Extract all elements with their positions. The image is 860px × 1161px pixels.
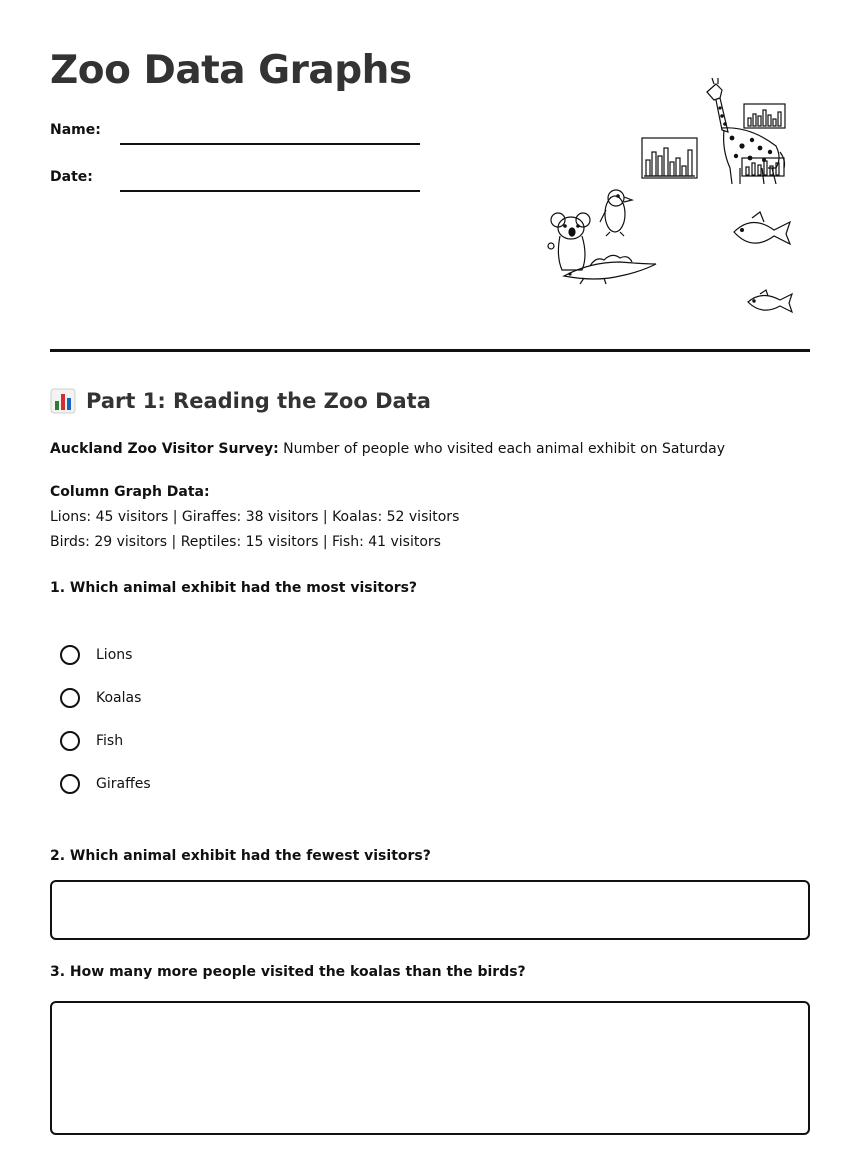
bar-graph-icon: [744, 104, 785, 128]
radio-button[interactable]: [60, 774, 80, 794]
question-2: 2. Which animal exhibit had the fewest visitors?: [50, 848, 431, 864]
section-divider: [50, 349, 810, 352]
data-heading: Column Graph Data:: [50, 484, 210, 500]
radio-button[interactable]: [60, 688, 80, 708]
date-field[interactable]: [120, 190, 420, 192]
name-label: Name:: [50, 122, 101, 138]
name-field[interactable]: [120, 143, 420, 145]
option-label: Koalas: [96, 690, 142, 706]
answer-box-q2[interactable]: [50, 880, 810, 940]
question-1: 1. Which animal exhibit had the most visitors?: [50, 580, 418, 596]
option-label: Giraffes: [96, 776, 151, 792]
part1-heading: [50, 388, 431, 414]
option-lions[interactable]: [60, 645, 132, 665]
survey-text: Number of people who visited each animal exhibit on Saturday: [278, 441, 726, 457]
date-label: Date:: [50, 169, 93, 185]
radio-button[interactable]: [60, 645, 80, 665]
option-koalas[interactable]: [60, 688, 141, 708]
penguin-icon: [600, 190, 632, 236]
answer-box-q3[interactable]: [50, 1001, 810, 1135]
question-3: 3. How many more people visited the koalas than the birds?: [50, 964, 526, 980]
page-title: Zoo Data Graphs: [50, 48, 412, 93]
radio-button[interactable]: [60, 731, 80, 751]
data-line-2: Birds: 29 visitors | Reptiles: 15 visitors | Fish: 41 visitors: [50, 534, 441, 550]
fish-icon: [748, 290, 792, 312]
option-label: Fish: [96, 733, 124, 749]
survey-label: Auckland Zoo Visitor Survey:: [50, 441, 279, 457]
option-label: Lions: [96, 647, 133, 663]
option-fish[interactable]: [60, 731, 123, 751]
zoo-illustration: [536, 70, 806, 325]
fish-icon: [734, 212, 790, 244]
bar-graph-icon: [642, 138, 697, 178]
survey-description: [50, 441, 725, 457]
part1-heading-text: Part 1: Reading the Zoo Data: [86, 389, 431, 413]
option-giraffes[interactable]: [60, 774, 151, 794]
data-line-1: Lions: 45 visitors | Giraffes: 38 visitors | Koalas: 52 visitors: [50, 509, 460, 525]
bar-chart-icon: [50, 388, 76, 414]
koala-icon: [548, 213, 590, 270]
lizard-icon: [564, 255, 656, 284]
